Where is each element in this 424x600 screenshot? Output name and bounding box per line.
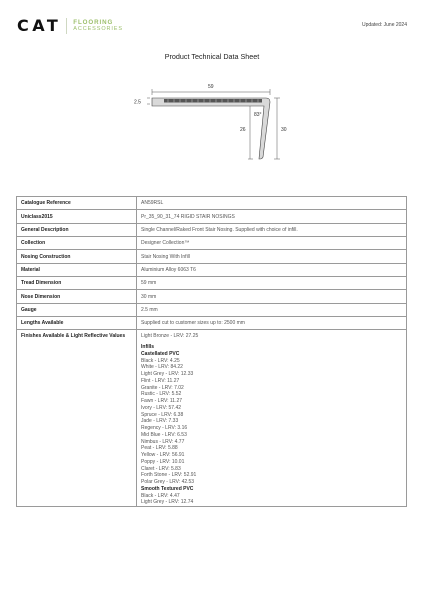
finish-item: Granite - LRV: 7.02 xyxy=(141,384,184,391)
infills-heading: Infills xyxy=(141,344,155,351)
spec-value: 2.5 mm xyxy=(137,303,407,316)
finish-item: Yellow - LRV: 56.91 xyxy=(141,452,185,459)
page-header xyxy=(0,0,424,40)
table-row xyxy=(17,223,407,236)
spec-value: Aluminium Alloy 6063 T6 xyxy=(137,263,407,276)
spec-label: Material xyxy=(17,263,137,276)
spec-value: Pr_35_90_31_74 RIGID STAIR NOSINGS xyxy=(137,210,407,223)
spec-label: General Description xyxy=(17,223,137,236)
profile-outline xyxy=(152,98,270,159)
logo-wordmark: CAT xyxy=(17,16,62,35)
finish-item: Forth Stone - LRV: 52.91 xyxy=(141,472,197,479)
spec-value: Supplied cut to customer sizes up to: 2500 mm xyxy=(137,317,407,330)
table-row xyxy=(17,237,407,250)
finish-item: Spruce - LRV: 6.38 xyxy=(141,411,184,418)
table-row xyxy=(17,250,407,263)
table-row xyxy=(17,317,407,330)
brand-logo xyxy=(17,16,123,35)
castellated-list xyxy=(141,358,402,486)
logo-divider xyxy=(66,18,67,34)
finish-item: Black - LRV: 4.25 xyxy=(141,357,180,364)
spec-label: Tread Dimension xyxy=(17,277,137,290)
finish-item: Rustic - LRV: 5.52 xyxy=(141,391,182,398)
finish-item: Nimbus - LRV: 4.77 xyxy=(141,438,185,445)
spec-label: Nosing Construction xyxy=(17,250,137,263)
finishes-row xyxy=(17,330,407,507)
table-row xyxy=(17,303,407,316)
outer-nose-dimension-label: 30 xyxy=(281,127,287,133)
profile-drawing xyxy=(130,78,300,166)
stair-nosing-profile-diagram xyxy=(130,78,300,166)
table-row xyxy=(17,197,407,210)
finish-item: Flint - LRV: 11.27 xyxy=(141,377,180,384)
spec-label: Collection xyxy=(17,237,137,250)
infill-strip xyxy=(164,99,262,103)
spec-label: Nose Dimension xyxy=(17,290,137,303)
finish-item: Claret - LRV: 5.83 xyxy=(141,465,181,472)
spec-label: Gauge xyxy=(17,303,137,316)
spec-label: Catalogue Reference xyxy=(17,197,137,210)
finishes-label: Finishes Available & Light Reflective Values xyxy=(17,330,137,507)
finish-item: Poppy - LRV: 10.01 xyxy=(141,458,185,465)
finish-item: Jade - LRV: 7.33 xyxy=(141,418,179,425)
updated-date: Updated: June 2024 xyxy=(361,22,407,28)
angle-label: 83° xyxy=(254,112,262,118)
lip-dimension-label: 2.5 xyxy=(134,99,141,106)
logo-subtitle-line-1: FLOORING xyxy=(73,18,114,26)
table-row xyxy=(17,210,407,223)
finish-item: Ivory - LRV: 57.42 xyxy=(141,404,182,411)
finishes-list xyxy=(141,333,402,506)
smooth-heading: Smooth Textured PVC xyxy=(141,485,194,492)
castellated-heading: Castellated PVC xyxy=(141,350,180,357)
spec-table xyxy=(16,196,407,507)
finish-item: Peat - LRV: 5.88 xyxy=(141,445,178,452)
tread-dimension-label: 59 xyxy=(208,84,214,90)
finish-item: Regency - LRV: 3.16 xyxy=(141,425,188,432)
logo-subtitle xyxy=(73,20,123,32)
finish-item: Light Grey - LRV: 12.74 xyxy=(141,499,194,506)
spec-label: Lengths Available xyxy=(17,317,137,330)
smooth-list xyxy=(141,493,402,507)
document-title: Product Technical Data Sheet xyxy=(164,52,260,61)
table-row xyxy=(17,263,407,276)
table-row xyxy=(17,290,407,303)
finish-item: Mid Blue - LRV: 6.53 xyxy=(141,431,187,438)
table-row xyxy=(17,277,407,290)
spec-label: Uniclass2015 xyxy=(17,210,137,223)
spec-value: 59 mm xyxy=(137,277,407,290)
finishes-values xyxy=(137,330,407,507)
metal-finish: Light Bronze - LRV: 27.25 xyxy=(141,333,199,340)
spec-value: 30 mm xyxy=(137,290,407,303)
logo-subtitle-line-2: ACCESSORIES xyxy=(73,25,123,32)
finish-item: Black - LRV: 4.47 xyxy=(141,492,180,499)
finish-item: White - LRV: 84.22 xyxy=(141,364,183,371)
finish-item: Light Grey - LRV: 12.33 xyxy=(141,371,194,378)
spec-value: Stair Nosing With Infill xyxy=(137,250,407,263)
spec-value: Designer Collection™ xyxy=(137,237,407,250)
finish-item: Fawn - LRV: 11.27 xyxy=(141,398,183,405)
spec-value: Single Channel/Raked Front Stair Nosing. Supplied with choice of infill. xyxy=(137,223,407,236)
inner-nose-dimension-label: 26 xyxy=(240,127,246,133)
finish-item: Polar Grey - LRV: 42.53 xyxy=(141,479,195,486)
spec-value: AN59RSL xyxy=(137,197,407,210)
